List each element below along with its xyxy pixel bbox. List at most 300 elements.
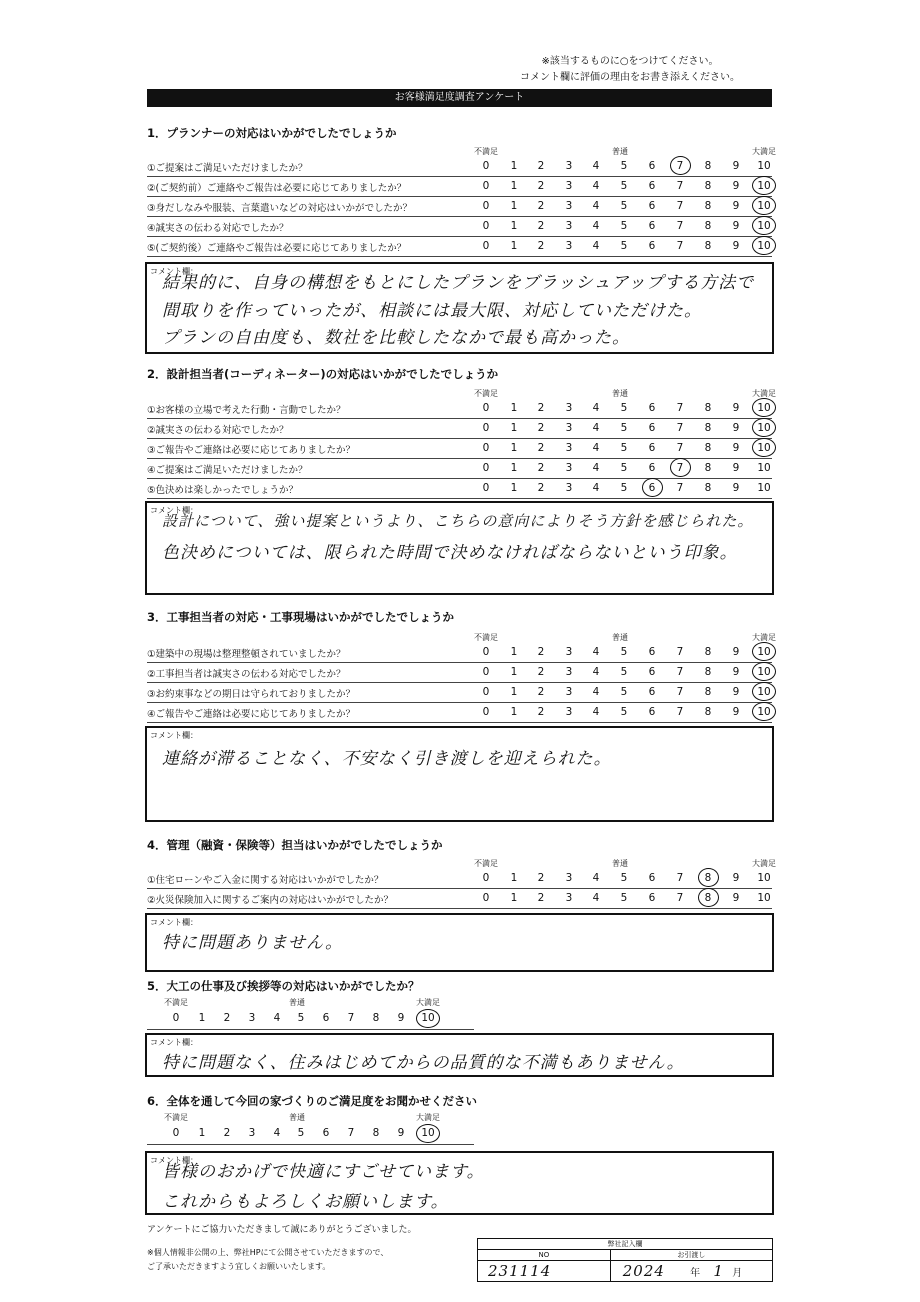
question-row <box>147 888 772 909</box>
rating-option-7[interactable]: 7 <box>676 160 684 172</box>
rating-option-8[interactable]: 8 <box>704 180 712 192</box>
rating-option-2[interactable]: 2 <box>537 422 545 434</box>
rating-option-6[interactable]: 6 <box>648 422 656 434</box>
rating-option-7[interactable]: 7 <box>676 240 684 252</box>
rating-option-9[interactable]: 9 <box>397 1012 405 1024</box>
thanks-text: アンケートにご協力いただきまして誠にありがとうございました。 <box>147 1225 417 1235</box>
rating-option-10[interactable]: 10 <box>757 160 771 172</box>
rating-option-3[interactable]: 3 <box>565 686 573 698</box>
scale-label-high: 大満足 <box>752 389 776 398</box>
scale-label-low: 不満足 <box>474 633 498 642</box>
rating-option-6[interactable]: 6 <box>322 1012 330 1024</box>
rating-option-3[interactable]: 3 <box>248 1127 256 1139</box>
rating-option-4[interactable]: 4 <box>592 402 600 414</box>
question-text: ④誠実さの伝わる対応でしたか？ <box>147 223 289 234</box>
rating-option-4[interactable]: 4 <box>273 1127 281 1139</box>
rating-option-3[interactable]: 3 <box>565 666 573 678</box>
section-5-title: 5．大工の仕事及び挨拶等の対応はいかがでしたか？ <box>147 979 420 993</box>
rating-option-8[interactable]: 8 <box>704 200 712 212</box>
rating-option-1[interactable]: 1 <box>510 462 518 474</box>
rating-option-7[interactable]: 7 <box>676 442 684 454</box>
rating-option-0[interactable]: 0 <box>482 402 490 414</box>
question-row <box>147 398 772 419</box>
rating-option-10[interactable]: 10 <box>421 1012 435 1024</box>
rating-option-1[interactable]: 1 <box>510 706 518 718</box>
rating-option-0[interactable]: 0 <box>482 666 490 678</box>
question-text: ②火災保険加入に関するご案内の対応はいかがでしたか？ <box>147 895 394 906</box>
rating-option-2[interactable]: 2 <box>537 666 545 678</box>
rating-option-2[interactable]: 2 <box>537 220 545 232</box>
rating-option-2[interactable]: 2 <box>223 1127 231 1139</box>
rating-option-3[interactable]: 3 <box>565 872 573 884</box>
rating-option-6[interactable]: 6 <box>648 872 656 884</box>
rating-option-9[interactable]: 9 <box>732 686 740 698</box>
scale-label-high: 大満足 <box>752 147 776 156</box>
selected-rating-circle <box>698 868 719 887</box>
rating-option-4[interactable]: 4 <box>592 220 600 232</box>
handover-cell <box>610 1261 772 1282</box>
rating-option-3[interactable]: 3 <box>565 892 573 904</box>
rating-option-6[interactable]: 6 <box>648 180 656 192</box>
rating-option-0[interactable]: 0 <box>482 462 490 474</box>
question-row <box>147 662 772 683</box>
rating-option-0[interactable]: 0 <box>482 686 490 698</box>
rating-option-0[interactable]: 0 <box>482 872 490 884</box>
rating-option-4[interactable]: 4 <box>592 200 600 212</box>
rating-option-9[interactable]: 9 <box>732 462 740 474</box>
selected-rating-circle <box>642 478 663 497</box>
rating-option-5[interactable]: 5 <box>620 666 628 678</box>
rating-option-9[interactable]: 9 <box>732 402 740 414</box>
rating-option-10[interactable]: 10 <box>757 402 771 414</box>
rating-option-10[interactable]: 10 <box>757 220 771 232</box>
scale-label-low: 不満足 <box>474 859 498 868</box>
question-text: ②(ご契約前）ご連絡やご報告は必要に応じてありましたか？ <box>147 183 407 194</box>
rating-option-4[interactable]: 4 <box>592 442 600 454</box>
rating-option-9[interactable]: 9 <box>732 892 740 904</box>
rating-option-1[interactable]: 1 <box>510 200 518 212</box>
rating-option-0[interactable]: 0 <box>482 442 490 454</box>
rating-option-3[interactable]: 3 <box>565 462 573 474</box>
question-text: ④ご報告やご連絡は必要に応じてありましたか？ <box>147 709 356 720</box>
question-text: ⑤(ご契約後）ご連絡やご報告は必要に応じてありましたか？ <box>147 243 407 254</box>
rating-option-1[interactable]: 1 <box>198 1127 206 1139</box>
rating-option-0[interactable]: 0 <box>482 482 490 494</box>
rating-option-6[interactable]: 6 <box>648 666 656 678</box>
rating-option-8[interactable]: 8 <box>704 872 712 884</box>
rating-option-2[interactable]: 2 <box>537 200 545 212</box>
rating-option-0[interactable]: 0 <box>172 1012 180 1024</box>
rating-option-5[interactable]: 5 <box>620 422 628 434</box>
scale-label-mid: 普通 <box>612 147 628 156</box>
rating-option-9[interactable]: 9 <box>732 706 740 718</box>
rating-option-3[interactable]: 3 <box>565 646 573 658</box>
rating-option-1[interactable]: 1 <box>510 220 518 232</box>
rating-option-2[interactable]: 2 <box>537 686 545 698</box>
handwritten-comment-line: プランの自由度も、数社を比較したなかで最も高かった。 <box>162 328 630 348</box>
rating-option-10[interactable]: 10 <box>757 666 771 678</box>
handwritten-comment-line: 特に問題ありません。 <box>162 933 344 953</box>
rating-option-8[interactable]: 8 <box>704 666 712 678</box>
selected-rating-circle <box>752 196 776 215</box>
month-value[interactable]: 1 <box>713 1262 724 1280</box>
selected-rating-circle <box>752 236 776 255</box>
rating-option-10[interactable]: 10 <box>757 240 771 252</box>
question-text: ②誠実さの伝わる対応でしたか？ <box>147 425 289 436</box>
rating-option-4[interactable]: 4 <box>592 160 600 172</box>
rating-option-6[interactable]: 6 <box>648 240 656 252</box>
question-text: ①お客様の立場で考えた行動・言動でしたか？ <box>147 405 346 416</box>
rating-option-2[interactable]: 2 <box>537 402 545 414</box>
handover-label: お引渡し <box>610 1250 772 1261</box>
rating-option-10[interactable]: 10 <box>757 462 771 474</box>
rating-option-3[interactable]: 3 <box>565 220 573 232</box>
rating-option-2[interactable]: 2 <box>223 1012 231 1024</box>
instruction-note-2: コメント欄に評価の理由をお書き添えください。 <box>520 72 740 83</box>
handwritten-comment-line: 間取りを作っていったが、相談には最大限、対応していただけた。 <box>162 301 702 321</box>
selected-rating-circle <box>752 176 776 195</box>
rating-option-0[interactable]: 0 <box>482 180 490 192</box>
rating-option-3[interactable]: 3 <box>565 706 573 718</box>
rating-option-9[interactable]: 9 <box>732 442 740 454</box>
rating-option-5[interactable]: 5 <box>620 160 628 172</box>
rating-option-3[interactable]: 3 <box>565 160 573 172</box>
rating-option-2[interactable]: 2 <box>537 646 545 658</box>
comment-label: コメント欄： <box>150 918 198 927</box>
question-text: ①ご提案はご満足いただけましたか？ <box>147 163 308 174</box>
rating-option-8[interactable]: 8 <box>704 646 712 658</box>
rating-option-8[interactable]: 8 <box>704 402 712 414</box>
scale-label-mid: 普通 <box>289 1113 305 1122</box>
rating-option-7[interactable]: 7 <box>347 1127 355 1139</box>
rating-option-5[interactable]: 5 <box>620 892 628 904</box>
rating-option-10[interactable]: 10 <box>757 442 771 454</box>
rating-option-3[interactable]: 3 <box>565 442 573 454</box>
rating-option-1[interactable]: 1 <box>198 1012 206 1024</box>
question-row <box>147 176 772 197</box>
rating-option-5[interactable]: 5 <box>297 1012 305 1024</box>
rating-option-1[interactable]: 1 <box>510 892 518 904</box>
rating-option-2[interactable]: 2 <box>537 442 545 454</box>
rating-option-1[interactable]: 1 <box>510 646 518 658</box>
question-row <box>147 682 772 703</box>
rating-option-9[interactable]: 9 <box>732 220 740 232</box>
rating-option-9[interactable]: 9 <box>732 482 740 494</box>
rating-option-0[interactable]: 0 <box>482 892 490 904</box>
rating-option-4[interactable]: 4 <box>592 462 600 474</box>
rating-option-4[interactable]: 4 <box>592 646 600 658</box>
rating-option-5[interactable]: 5 <box>620 462 628 474</box>
rating-option-10[interactable]: 10 <box>757 892 771 904</box>
rating-option-9[interactable]: 9 <box>732 240 740 252</box>
rating-option-6[interactable]: 6 <box>648 646 656 658</box>
selected-rating-circle <box>416 1124 440 1143</box>
rating-option-2[interactable]: 2 <box>537 180 545 192</box>
question-row <box>147 216 772 237</box>
rating-option-10[interactable]: 10 <box>757 872 771 884</box>
rating-option-8[interactable]: 8 <box>704 462 712 474</box>
rating-option-0[interactable]: 0 <box>482 646 490 658</box>
question-row <box>147 642 772 663</box>
scale-label-high: 大満足 <box>752 633 776 642</box>
rating-option-5[interactable]: 5 <box>620 872 628 884</box>
rating-option-7[interactable]: 7 <box>676 180 684 192</box>
rating-option-3[interactable]: 3 <box>565 402 573 414</box>
rating-option-9[interactable]: 9 <box>732 160 740 172</box>
instruction-note-1: ※該当するものに○をつけてください。 <box>541 56 719 67</box>
rating-option-2[interactable]: 2 <box>537 706 545 718</box>
question-text: ④ご提案はご満足いただけましたか？ <box>147 465 308 476</box>
rating-option-0[interactable]: 0 <box>172 1127 180 1139</box>
selected-rating-circle <box>752 418 776 437</box>
rating-option-8[interactable]: 8 <box>704 892 712 904</box>
rating-option-4[interactable]: 4 <box>592 892 600 904</box>
rating-option-1[interactable]: 1 <box>510 422 518 434</box>
question-text: ②工事担当者は誠実さの伝わる対応でしたか？ <box>147 669 346 680</box>
rating-option-3[interactable]: 3 <box>565 180 573 192</box>
rating-option-6[interactable]: 6 <box>648 442 656 454</box>
section-3-title: 3．工事担当者の対応・工事現場はいかがでしたでしょうか <box>147 610 454 624</box>
comment-label: コメント欄： <box>150 731 198 740</box>
selected-rating-circle <box>752 702 776 721</box>
rating-option-4[interactable]: 4 <box>592 422 600 434</box>
rating-option-0[interactable]: 0 <box>482 422 490 434</box>
comment-label: コメント欄： <box>150 1038 198 1047</box>
month-unit: 月 <box>732 1268 743 1279</box>
rating-option-8[interactable]: 8 <box>704 240 712 252</box>
selected-rating-circle <box>752 682 776 701</box>
rating-option-3[interactable]: 3 <box>248 1012 256 1024</box>
question-row <box>147 438 772 459</box>
selected-rating-circle <box>752 662 776 681</box>
scale-underline <box>147 1029 474 1030</box>
scale-label-low: 不満足 <box>474 389 498 398</box>
selected-rating-circle <box>670 458 691 477</box>
rating-option-5[interactable]: 5 <box>620 482 628 494</box>
rating-option-4[interactable]: 4 <box>592 180 600 192</box>
rating-option-6[interactable]: 6 <box>322 1127 330 1139</box>
selected-rating-circle <box>752 642 776 661</box>
privacy-note-1: ※個人情報非公開の上、弊社HPにて公開させていただきますので、 <box>147 1248 389 1257</box>
rating-option-1[interactable]: 1 <box>510 402 518 414</box>
rating-option-5[interactable]: 5 <box>620 240 628 252</box>
rating-option-4[interactable]: 4 <box>273 1012 281 1024</box>
rating-option-6[interactable]: 6 <box>648 892 656 904</box>
rating-option-0[interactable]: 0 <box>482 240 490 252</box>
rating-option-2[interactable]: 2 <box>537 482 545 494</box>
rating-option-5[interactable]: 5 <box>620 180 628 192</box>
rating-option-8[interactable]: 8 <box>704 422 712 434</box>
rating-option-7[interactable]: 7 <box>676 646 684 658</box>
rating-option-10[interactable]: 10 <box>757 200 771 212</box>
scale-label-mid: 普通 <box>612 389 628 398</box>
rating-option-0[interactable]: 0 <box>482 220 490 232</box>
rating-option-6[interactable]: 6 <box>648 462 656 474</box>
rating-option-2[interactable]: 2 <box>537 872 545 884</box>
rating-option-2[interactable]: 2 <box>537 240 545 252</box>
rating-option-8[interactable]: 8 <box>704 686 712 698</box>
question-row <box>147 868 772 889</box>
handwritten-comment-line: 連絡が滞ることなく、不安なく引き渡しを迎えられた。 <box>162 749 612 769</box>
rating-option-6[interactable]: 6 <box>648 402 656 414</box>
rating-option-8[interactable]: 8 <box>704 442 712 454</box>
rating-option-8[interactable]: 8 <box>372 1127 380 1139</box>
rating-option-7[interactable]: 7 <box>676 402 684 414</box>
question-text: ③お約束事などの期日は守られておりましたか？ <box>147 689 356 700</box>
rating-option-1[interactable]: 1 <box>510 482 518 494</box>
rating-option-0[interactable]: 0 <box>482 160 490 172</box>
question-text: ①建築中の現場は整理整頓されていましたか？ <box>147 649 346 660</box>
rating-option-7[interactable]: 7 <box>676 706 684 718</box>
rating-option-10[interactable]: 10 <box>757 482 771 494</box>
rating-option-9[interactable]: 9 <box>732 666 740 678</box>
handwritten-comment-line: これからもよろしくお願いします。 <box>162 1192 449 1212</box>
question-row <box>147 702 772 723</box>
rating-option-6[interactable]: 6 <box>648 160 656 172</box>
rating-option-0[interactable]: 0 <box>482 200 490 212</box>
rating-option-7[interactable]: 7 <box>676 686 684 698</box>
rating-option-6[interactable]: 6 <box>648 220 656 232</box>
rating-option-2[interactable]: 2 <box>537 892 545 904</box>
question-text: ③ご報告やご連絡は必要に応じてありましたか？ <box>147 445 356 456</box>
year-value[interactable]: 2024 <box>622 1262 665 1280</box>
rating-option-6[interactable]: 6 <box>648 482 656 494</box>
question-row <box>147 418 772 439</box>
rating-option-10[interactable]: 10 <box>757 646 771 658</box>
rating-option-9[interactable]: 9 <box>732 422 740 434</box>
rating-option-9[interactable]: 9 <box>732 180 740 192</box>
rating-option-5[interactable]: 5 <box>620 200 628 212</box>
rating-option-7[interactable]: 7 <box>676 666 684 678</box>
section-4-title: 4．管理（融資・保険等）担当はいかがでしたでしょうか <box>147 838 443 852</box>
rating-option-4[interactable]: 4 <box>592 482 600 494</box>
rating-option-10[interactable]: 10 <box>757 422 771 434</box>
rating-option-5[interactable]: 5 <box>620 402 628 414</box>
comment-box[interactable] <box>145 726 774 822</box>
rating-option-5[interactable]: 5 <box>620 220 628 232</box>
rating-option-6[interactable]: 6 <box>648 686 656 698</box>
rating-option-8[interactable]: 8 <box>372 1012 380 1024</box>
no-value[interactable]: 231114 <box>488 1262 552 1280</box>
scale-label-high: 大満足 <box>752 859 776 868</box>
privacy-note-2: ご了承いただきますよう宜しくお願いいたします。 <box>147 1262 331 1271</box>
comment-label: コメント欄： <box>150 506 198 515</box>
rating-option-7[interactable]: 7 <box>676 220 684 232</box>
stamp-header: 弊社記入欄 <box>478 1239 773 1250</box>
scale-label-mid: 普通 <box>612 859 628 868</box>
rating-option-9[interactable]: 9 <box>732 646 740 658</box>
scale-underline <box>147 1144 474 1145</box>
rating-option-5[interactable]: 5 <box>620 646 628 658</box>
rating-option-8[interactable]: 8 <box>704 220 712 232</box>
comment-label: コメント欄： <box>150 1156 198 1165</box>
rating-option-2[interactable]: 2 <box>537 160 545 172</box>
office-use-table <box>477 1238 773 1282</box>
rating-option-1[interactable]: 1 <box>510 686 518 698</box>
rating-option-4[interactable]: 4 <box>592 686 600 698</box>
question-row <box>147 478 772 499</box>
rating-option-4[interactable]: 4 <box>592 240 600 252</box>
scale-label-low: 不満足 <box>164 1113 188 1122</box>
scale-label-low: 不満足 <box>474 147 498 156</box>
handwritten-comment-line: 色決めについては、限られた時間で決めなければならないという印象。 <box>162 543 738 563</box>
handwritten-comment-line: 結果的に、自身の構想をもとにしたプランをブラッシュアップする方法で <box>162 273 755 293</box>
rating-option-2[interactable]: 2 <box>537 462 545 474</box>
rating-option-10[interactable]: 10 <box>757 180 771 192</box>
rating-option-10[interactable]: 10 <box>421 1127 435 1139</box>
rating-option-8[interactable]: 8 <box>704 706 712 718</box>
rating-option-1[interactable]: 1 <box>510 666 518 678</box>
rating-option-7[interactable]: 7 <box>676 462 684 474</box>
rating-option-6[interactable]: 6 <box>648 706 656 718</box>
comment-label: コメント欄： <box>150 267 198 276</box>
rating-option-3[interactable]: 3 <box>565 422 573 434</box>
rating-option-9[interactable]: 9 <box>397 1127 405 1139</box>
rating-option-7[interactable]: 7 <box>676 872 684 884</box>
rating-option-6[interactable]: 6 <box>648 200 656 212</box>
rating-option-10[interactable]: 10 <box>757 706 771 718</box>
rating-option-4[interactable]: 4 <box>592 706 600 718</box>
scale-label-mid: 普通 <box>612 633 628 642</box>
rating-option-7[interactable]: 7 <box>676 200 684 212</box>
selected-rating-circle <box>416 1009 440 1028</box>
rating-option-3[interactable]: 3 <box>565 200 573 212</box>
rating-option-5[interactable]: 5 <box>297 1127 305 1139</box>
rating-option-9[interactable]: 9 <box>732 200 740 212</box>
rating-option-1[interactable]: 1 <box>510 180 518 192</box>
rating-option-1[interactable]: 1 <box>510 442 518 454</box>
scale-label-low: 不満足 <box>164 998 188 1007</box>
scale-label-high: 大満足 <box>416 1113 440 1122</box>
rating-option-3[interactable]: 3 <box>565 482 573 494</box>
section-6-title: 6．全体を通して今回の家づくりのご満足度をお聞かせください <box>147 1094 477 1108</box>
rating-option-8[interactable]: 8 <box>704 482 712 494</box>
rating-option-3[interactable]: 3 <box>565 240 573 252</box>
selected-rating-circle <box>752 438 776 457</box>
rating-option-10[interactable]: 10 <box>757 686 771 698</box>
selected-rating-circle <box>670 156 691 175</box>
rating-option-4[interactable]: 4 <box>592 666 600 678</box>
rating-option-4[interactable]: 4 <box>592 872 600 884</box>
rating-option-7[interactable]: 7 <box>347 1012 355 1024</box>
question-row <box>147 156 772 177</box>
rating-option-8[interactable]: 8 <box>704 160 712 172</box>
handwritten-comment-line: 皆様のおかげで快適にすごせています。 <box>162 1162 485 1182</box>
rating-option-9[interactable]: 9 <box>732 872 740 884</box>
selected-rating-circle <box>752 398 776 417</box>
rating-option-0[interactable]: 0 <box>482 706 490 718</box>
section-1-title: 1．プランナーの対応はいかがでしたでしょうか <box>147 126 397 140</box>
rating-option-7[interactable]: 7 <box>676 482 684 494</box>
question-row <box>147 236 772 257</box>
rating-option-1[interactable]: 1 <box>510 160 518 172</box>
survey-title: お客様満足度調査アンケート <box>147 89 772 107</box>
rating-option-5[interactable]: 5 <box>620 442 628 454</box>
no-cell <box>478 1261 611 1282</box>
selected-rating-circle <box>698 888 719 907</box>
question-row <box>147 458 772 479</box>
rating-option-1[interactable]: 1 <box>510 240 518 252</box>
rating-option-5[interactable]: 5 <box>620 686 628 698</box>
year-unit: 年 <box>690 1268 701 1279</box>
rating-option-7[interactable]: 7 <box>676 422 684 434</box>
rating-option-1[interactable]: 1 <box>510 872 518 884</box>
no-label: NO <box>478 1250 611 1261</box>
question-text: ⑤色決めは楽しかったでしょうか？ <box>147 485 299 496</box>
section-2-title: 2．設計担当者(コーディネーター)の対応はいかがでしたでしょうか <box>147 367 499 381</box>
rating-option-5[interactable]: 5 <box>620 706 628 718</box>
rating-option-7[interactable]: 7 <box>676 892 684 904</box>
